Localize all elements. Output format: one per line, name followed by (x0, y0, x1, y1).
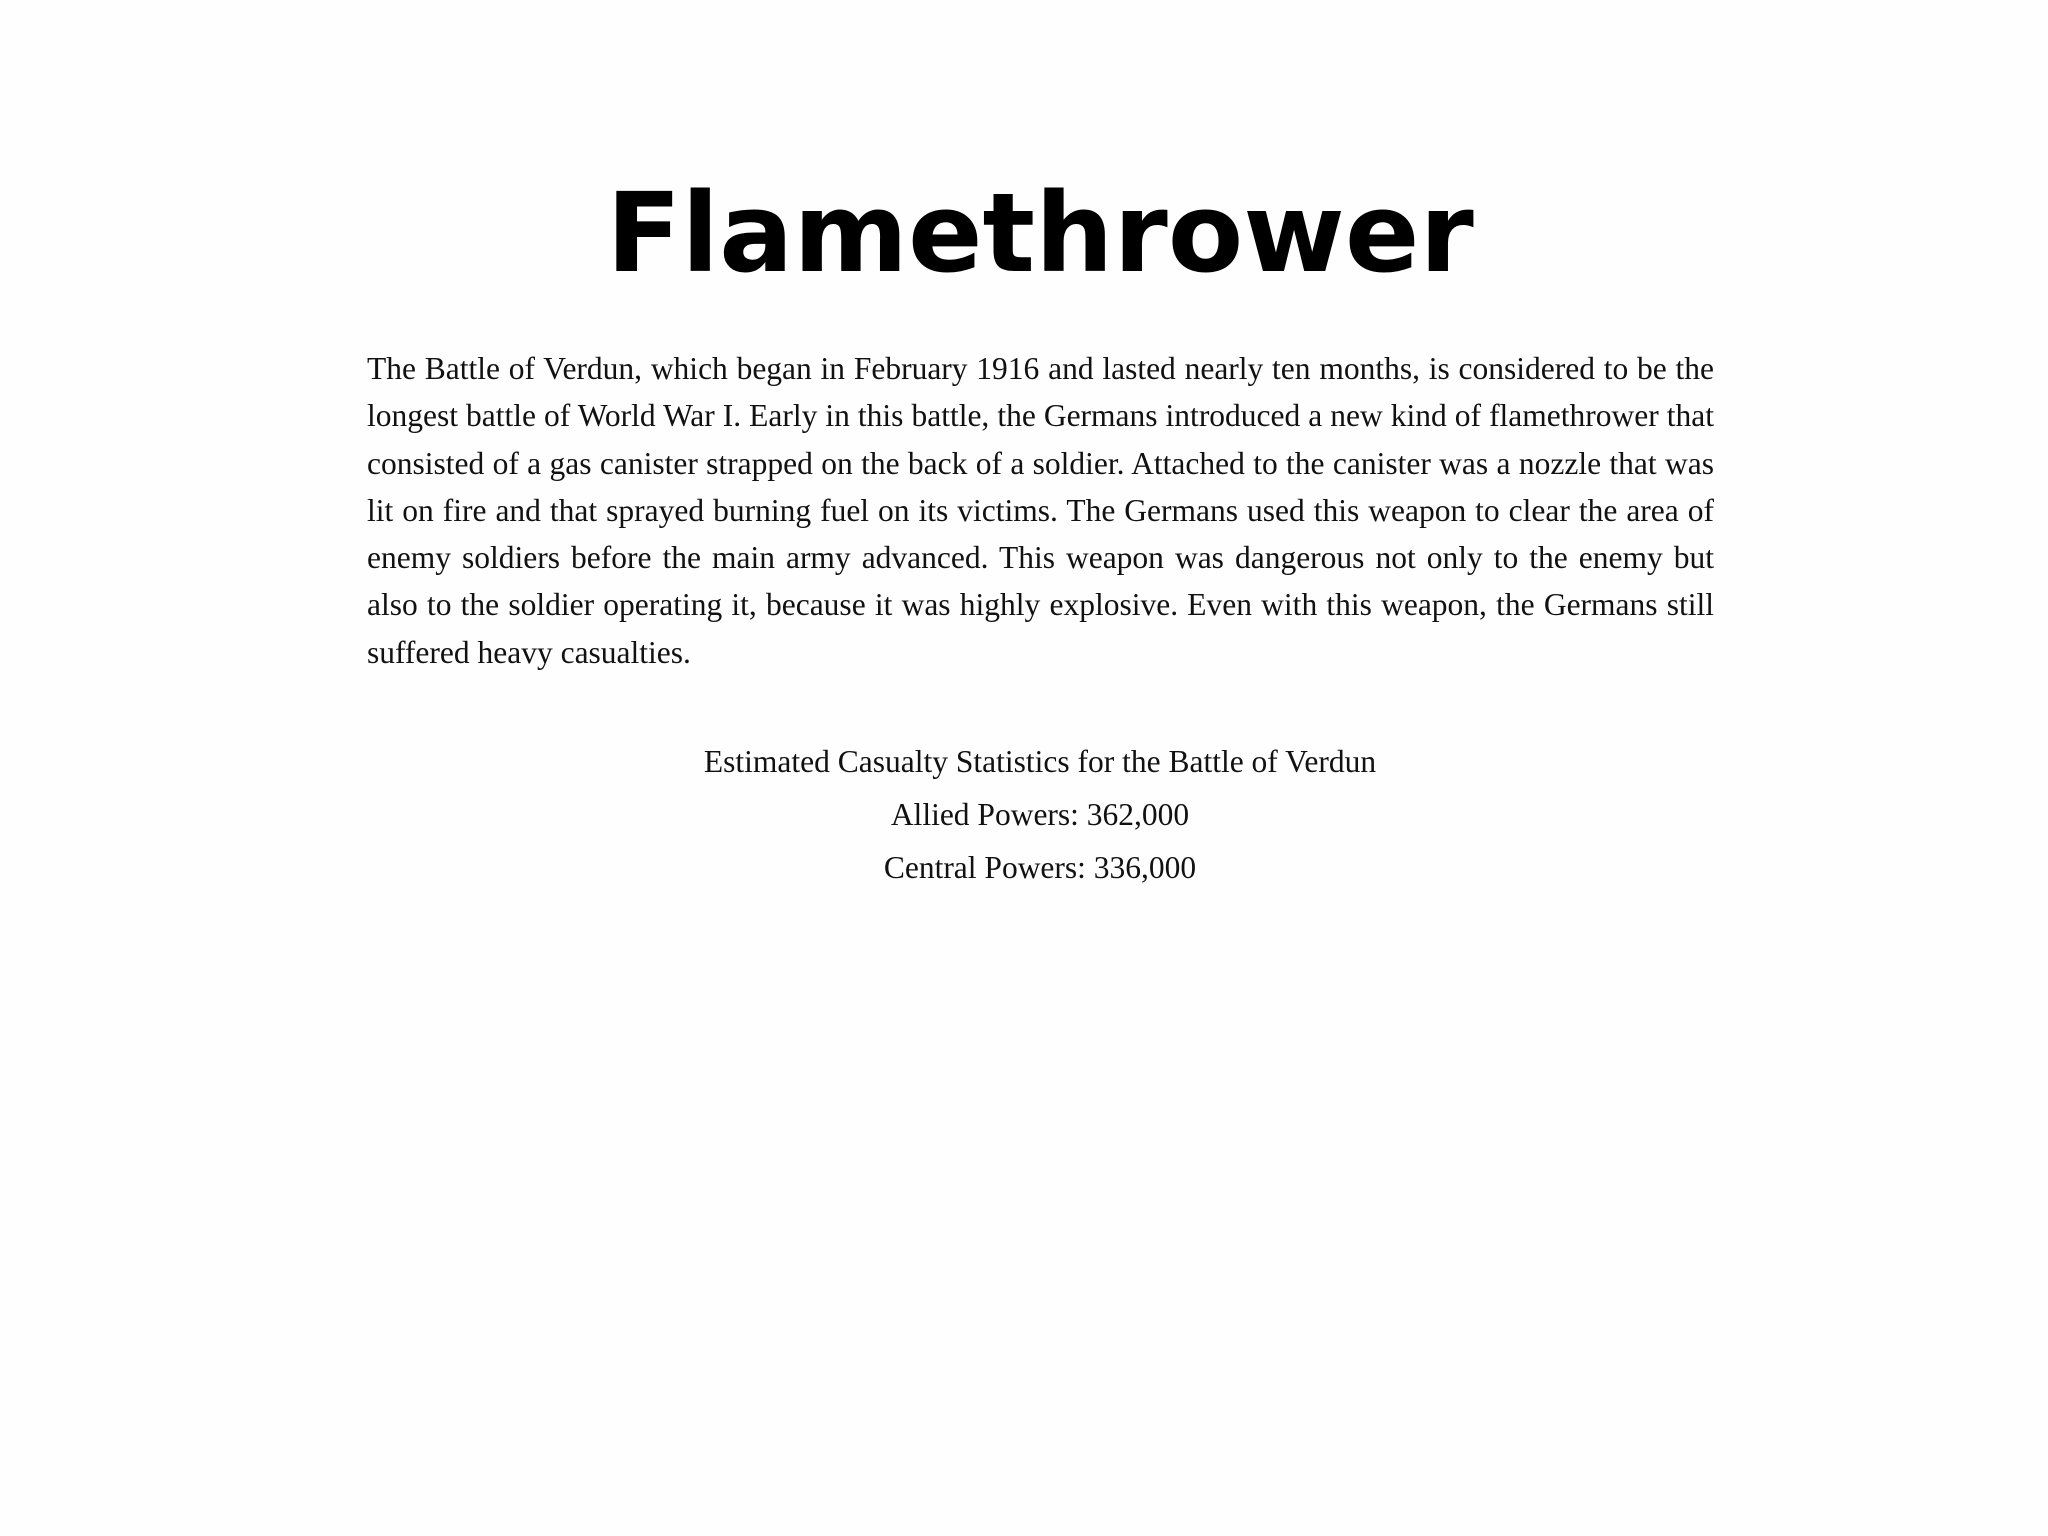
body-paragraph: The Battle of Verdun, which began in February 1916 and lasted nearly ten months, is considered to be the longest battle of World War I. Early in this battle, the Germans introduced a new kind of flamethrower that consisted of a gas canister strapped on the back of a soldier. Attached to the canister was a nozzle that was lit on fire and that sprayed burning fuel on its victims. The Germans used this weapon to clear the area of enemy soldiers before the main army advanced. This weapon was dangerous not only to the enemy but also to the soldier operating it, because it was highly explosive. Even with this weapon, the Germans still suffered heavy casualties. (367, 351, 1714, 670)
document-title: Flamethrower (606, 169, 1474, 297)
casualty-statistics (0, 735, 2048, 894)
allied-powers-casualties: Allied Powers: 362,000 (890, 797, 1190, 832)
statistics-heading: Estimated Casualty Statistics for the Battle of Verdun (703, 744, 1377, 779)
central-powers-casualties: Central Powers: 336,000 (883, 850, 1197, 885)
